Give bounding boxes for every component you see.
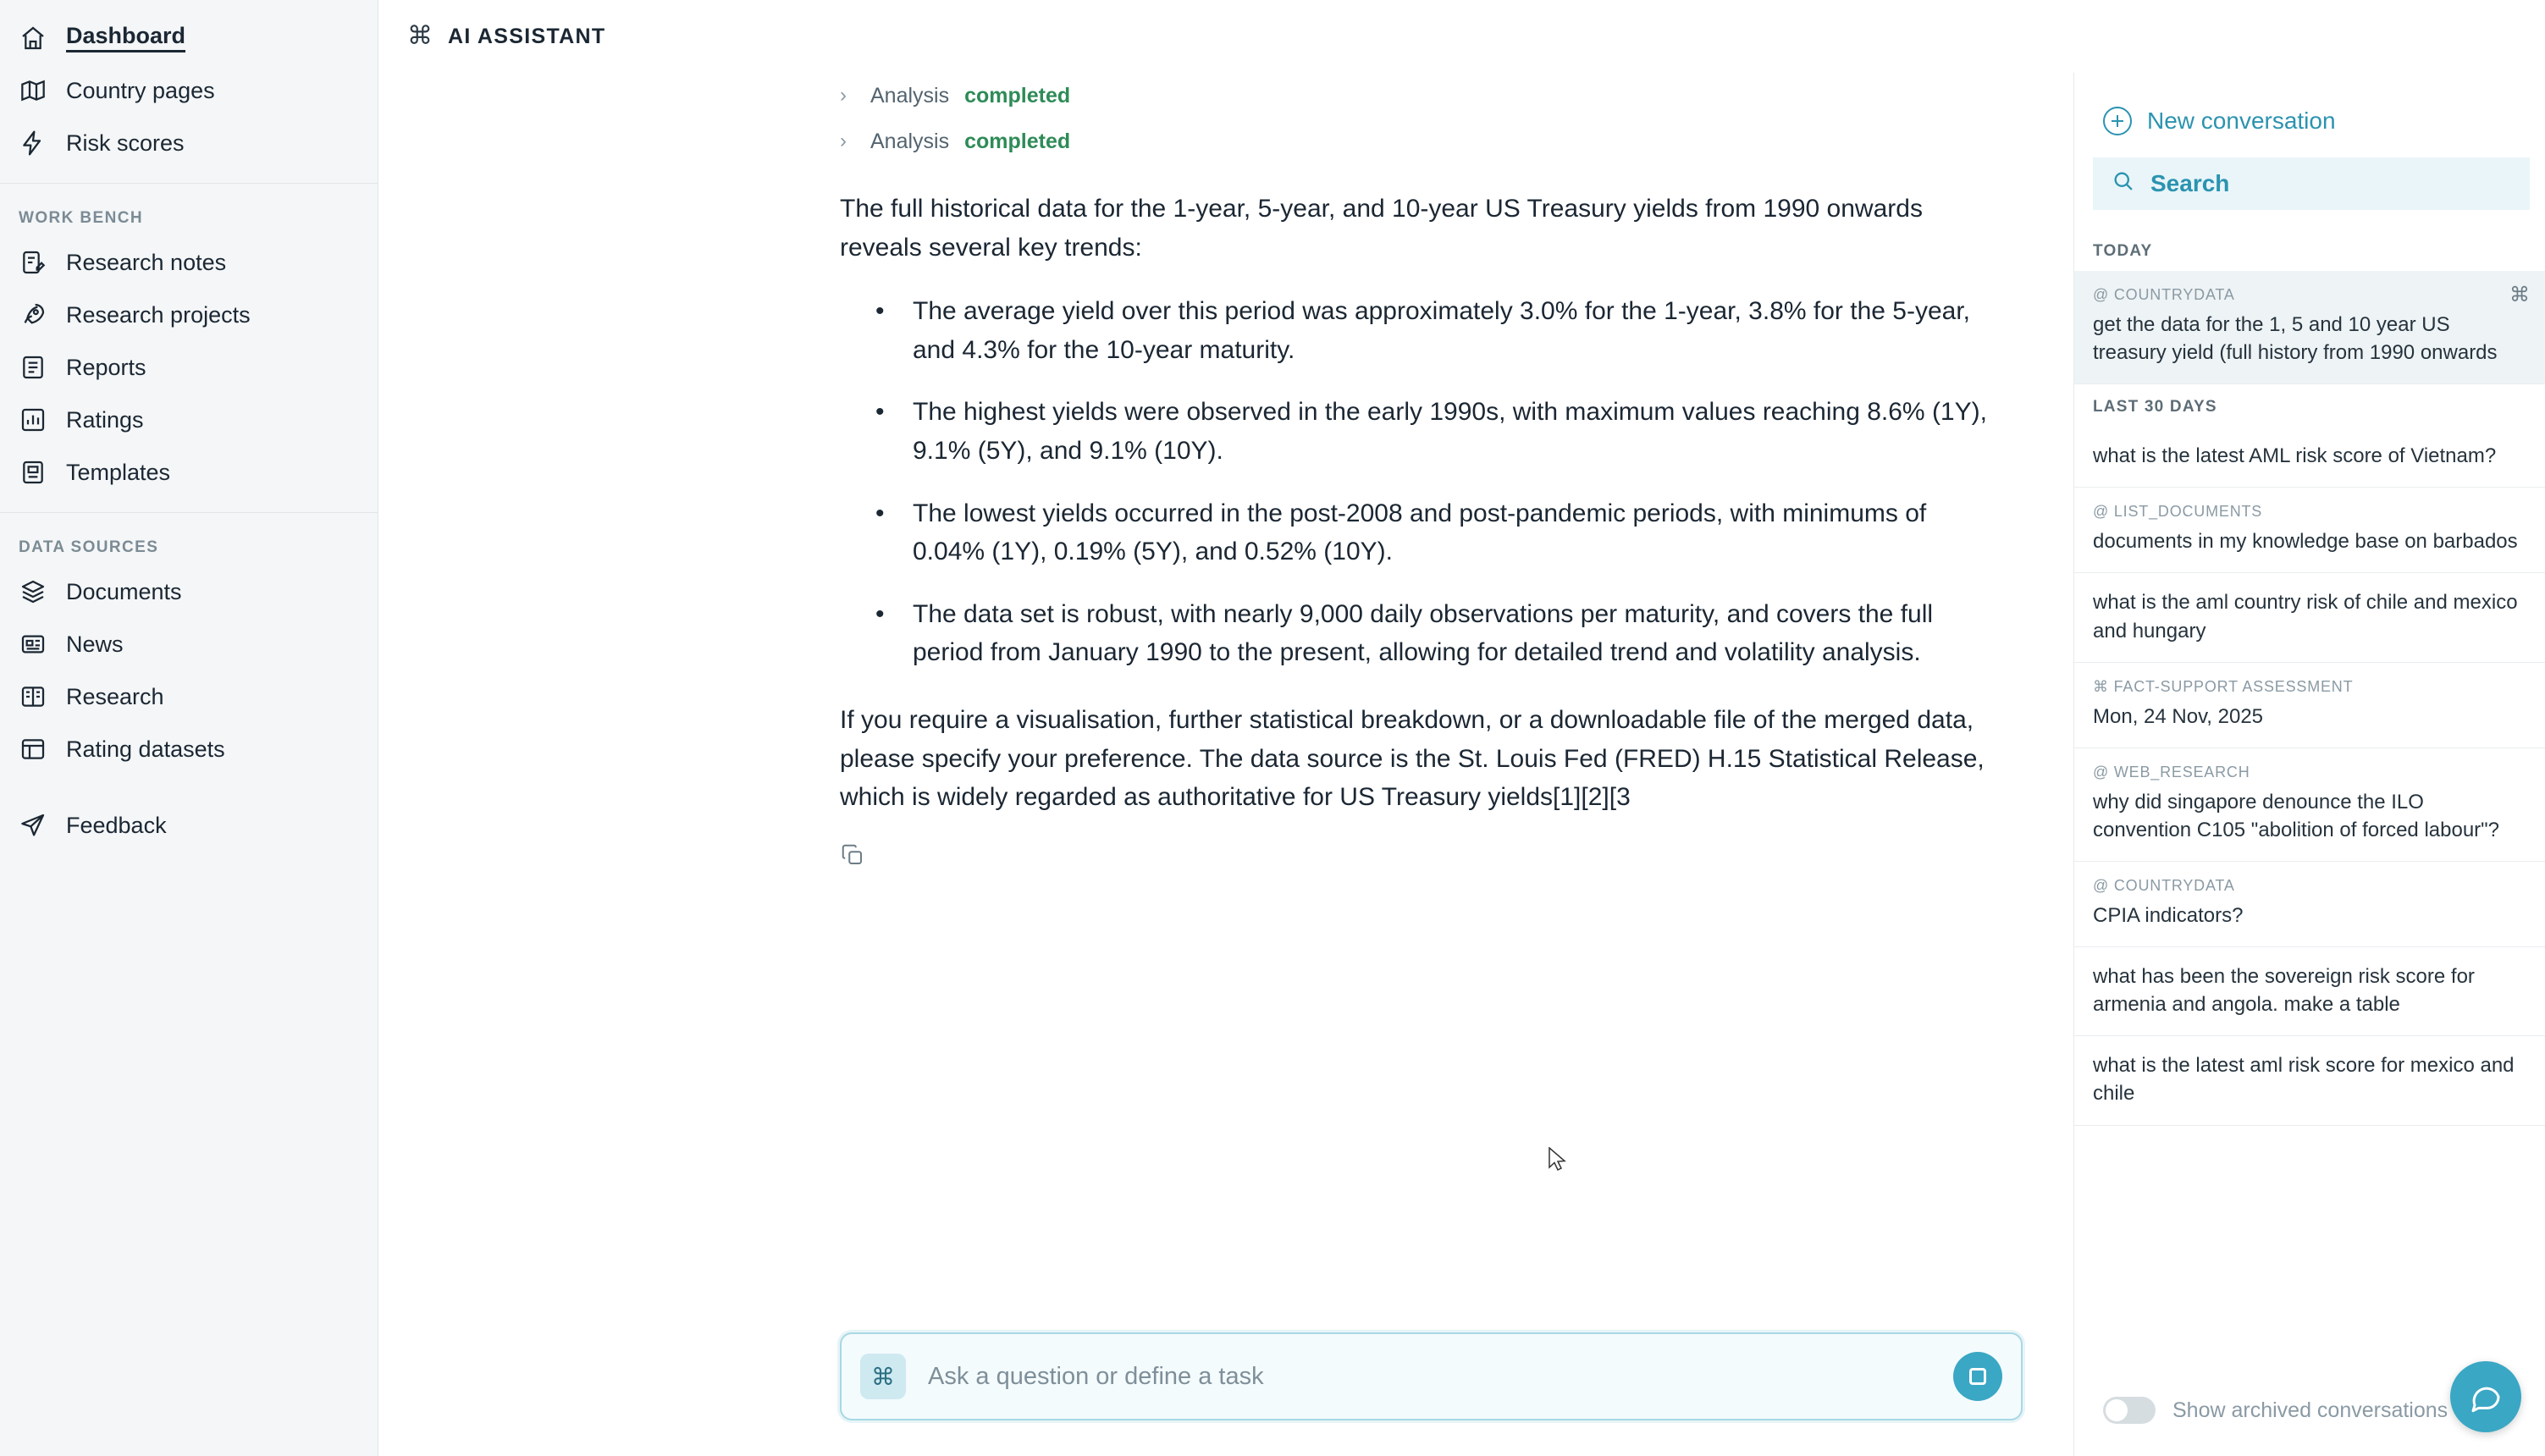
sidebar xyxy=(0,0,378,1456)
answer-bullet-list xyxy=(840,292,1989,672)
sidebar-item-label: News xyxy=(66,631,124,657)
sidebar-item-ratings[interactable] xyxy=(0,394,378,446)
list-item[interactable] xyxy=(2074,862,2545,947)
rocket-icon xyxy=(19,301,47,329)
command-palette-icon[interactable]: ⌘ xyxy=(860,1354,906,1399)
list-item[interactable] xyxy=(2074,488,2545,573)
list-item: • The data set is robust, with nearly 9,000 daily observations per maturity, and covers the full period from January 1990 to the present, allowing for detailed trend and volatility analysis. xyxy=(906,595,1989,672)
composer xyxy=(840,1332,2023,1420)
conversation-title: why did singapore denounce the ILO convention C105 "abolition of forced labour"? xyxy=(2093,790,2500,841)
content-wrapper xyxy=(378,73,2545,1456)
sidebar-spacer xyxy=(0,775,378,799)
sidebar-item-label: Reports xyxy=(66,354,146,380)
conversation-title: what is the latest AML risk score of Vietnam? xyxy=(2093,444,2497,468)
stop-button[interactable] xyxy=(1953,1352,2002,1401)
conversation-tag: @ COUNTRYDATA xyxy=(2093,876,2235,894)
conversation-title: get the data for the 1, 5 and 10 year US treasury yield (full history from 1990 onwards xyxy=(2093,313,2498,365)
sidebar-item-reports[interactable] xyxy=(0,341,378,394)
plus-circle-icon xyxy=(2103,107,2132,135)
dataset-icon xyxy=(19,735,47,764)
sidebar-item-label: Country pages xyxy=(66,77,215,103)
list-item[interactable] xyxy=(2074,1036,2545,1125)
answer-intro: The full historical data for the 1-year, 5-year, and 10-year US Treasury yields from 1990 onwards reveals several key trends: xyxy=(840,195,1923,262)
sidebar-item-research-projects[interactable] xyxy=(0,289,378,341)
layers-icon xyxy=(19,577,47,606)
conversation-title: what has been the sovereign risk score for armenia and angola. make a table xyxy=(2093,965,2475,1017)
answer-closing: If you require a visualisation, further statistical breakdown, or a downloadable file of the merged data, please specify your preference. The data source is the St. Louis Fed (FRED) H.15 Statistical Release, which is widely regarded as authoritative for US Treasury yields[1][2][3 xyxy=(840,705,1985,812)
list-item[interactable] xyxy=(2074,573,2545,662)
chat-bubble-button[interactable] xyxy=(2450,1361,2521,1432)
search-input[interactable] xyxy=(2093,157,2530,210)
sidebar-item-risk-scores[interactable] xyxy=(0,117,378,169)
sidebar-item-label: Research notes xyxy=(66,249,227,275)
sidebar-item-label: Feedback xyxy=(66,812,167,838)
conversation-list[interactable] xyxy=(2074,229,2545,1365)
conversation-tag: ⌘ FACT-SUPPORT ASSESSMENT xyxy=(2093,677,2354,695)
bolt-icon xyxy=(19,129,47,157)
sidebar-item-research-notes[interactable] xyxy=(0,236,378,289)
new-conversation-button[interactable] xyxy=(2074,91,2545,151)
tool-call-row[interactable] xyxy=(378,119,2040,164)
tool-call-label: Analysis xyxy=(870,83,950,108)
search-label: Search xyxy=(2150,170,2230,196)
conversation-tag: @ COUNTRYDATA xyxy=(2093,286,2235,303)
sidebar-item-research[interactable] xyxy=(0,670,378,723)
list-item[interactable] xyxy=(2074,663,2545,748)
list-item[interactable] xyxy=(2074,947,2545,1036)
chevron-right-icon[interactable]: › xyxy=(840,130,847,152)
sidebar-item-documents[interactable] xyxy=(0,565,378,618)
sidebar-item-label: Risk scores xyxy=(66,130,185,156)
sidebar-item-feedback[interactable] xyxy=(0,799,378,852)
top-bar xyxy=(378,0,2545,73)
composer-box[interactable] xyxy=(840,1332,2023,1420)
conversation-title: documents in my knowledge base on barbados xyxy=(2093,530,2518,554)
tool-call-status: completed xyxy=(964,83,1071,108)
list-item[interactable] xyxy=(2074,427,2545,488)
sidebar-item-dashboard[interactable] xyxy=(0,12,378,64)
main-area xyxy=(378,0,2545,1456)
sidebar-item-label: Dashboard xyxy=(66,25,185,52)
conversation-group-title: TODAY xyxy=(2093,242,2153,260)
sidebar-item-rating-datasets[interactable] xyxy=(0,723,378,775)
command-icon: ⌘ xyxy=(407,22,433,50)
new-conversation-label: New conversation xyxy=(2147,108,2336,134)
tool-call-row[interactable] xyxy=(378,73,2040,119)
sidebar-section-workbench: WORK BENCH xyxy=(19,209,143,227)
command-icon: ⌘ xyxy=(2509,284,2530,306)
report-icon xyxy=(19,353,47,382)
message-actions xyxy=(378,842,2040,872)
tool-call-label: Analysis xyxy=(870,129,950,153)
conversation-panel xyxy=(2073,73,2545,1456)
list-item: • The average yield over this period was approximately 3.0% for the 1-year, 3.8% for the 5-year, and 4.3% for the 10-year maturity. xyxy=(906,292,1989,369)
sidebar-item-label: Research xyxy=(66,683,164,709)
conversation-title: what is the latest aml risk score for mexico and chile xyxy=(2093,1054,2515,1106)
conversation-tag: @ WEB_RESEARCH xyxy=(2093,763,2250,780)
tool-call-status: completed xyxy=(964,129,1071,153)
sidebar-item-label: Documents xyxy=(66,578,182,604)
template-icon xyxy=(19,458,47,487)
chevron-right-icon[interactable]: › xyxy=(840,84,847,107)
note-edit-icon xyxy=(19,248,47,277)
sidebar-item-label: Ratings xyxy=(66,406,144,433)
conversation-title: what is the aml country risk of chile and mexico and hungary xyxy=(2093,591,2518,643)
list-item: • The highest yields were observed in the early 1990s, with maximum values reaching 8.6% (1Y), 9.1% (5Y), and 9.1% (10Y). xyxy=(906,393,1989,470)
page-title: AI ASSISTANT xyxy=(448,24,606,48)
sidebar-item-news[interactable] xyxy=(0,618,378,670)
conversation-title: Mon, 24 Nov, 2025 xyxy=(2093,704,2264,728)
book-icon xyxy=(19,682,47,711)
conversation-title: CPIA indicators? xyxy=(2093,903,2244,927)
sidebar-section-data-sources: DATA SOURCES xyxy=(19,538,159,556)
sidebar-item-label: Rating datasets xyxy=(66,736,225,762)
list-item[interactable] xyxy=(2074,748,2545,862)
sidebar-item-label: Research projects xyxy=(66,301,251,328)
search-icon xyxy=(2112,169,2135,199)
news-icon xyxy=(19,630,47,659)
list-item[interactable] xyxy=(2074,271,2545,384)
chat-input[interactable] xyxy=(926,1362,1933,1392)
assistant-message xyxy=(378,190,2040,817)
send-icon xyxy=(19,811,47,840)
sidebar-item-label: Templates xyxy=(66,459,171,485)
chart-bar-icon xyxy=(19,405,47,434)
conversation-group-title: LAST 30 DAYS xyxy=(2093,398,2217,416)
show-archived-label: Show archived conversations xyxy=(2172,1398,2448,1422)
sidebar-item-templates[interactable] xyxy=(0,446,378,499)
show-archived-toggle[interactable] xyxy=(2103,1397,2156,1424)
conversation-tag: @ LIST_DOCUMENTS xyxy=(2093,503,2263,521)
list-item: • The lowest yields occurred in the post-2008 and post-pandemic periods, with minimums of 0.04% (1Y), 0.19% (5Y), and 0.52% (10Y). xyxy=(906,494,1989,571)
copy-icon[interactable] xyxy=(840,857,865,871)
chat-column xyxy=(378,73,2073,1456)
home-icon xyxy=(19,24,47,52)
map-icon xyxy=(19,76,47,105)
sidebar-item-country-pages[interactable] xyxy=(0,64,378,117)
